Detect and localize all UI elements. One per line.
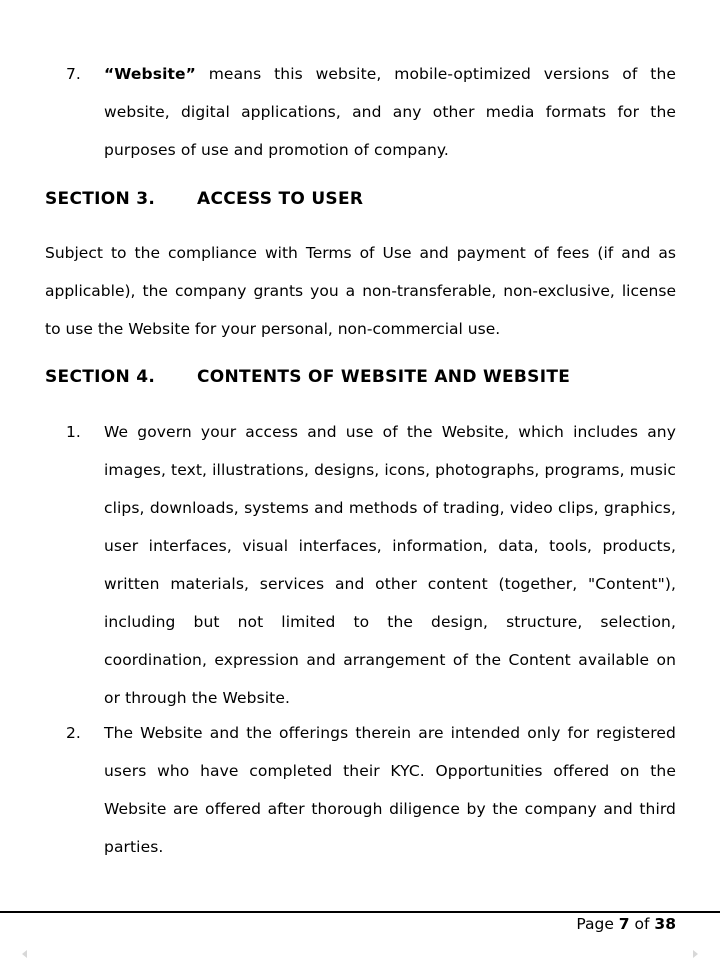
section-3-body: Subject to the compliance with Terms of Use and payment of fees (if and as applicable), the company grants you a non-transferable, non-exclusive, license to use the Website for your personal, non-commercial use. [45, 244, 676, 338]
total-pages: 38 [654, 915, 676, 933]
section-3-heading [45, 189, 363, 209]
defined-term: “Website” [104, 65, 196, 83]
list-number: 1. [66, 423, 81, 441]
list-item: We govern your access and use of the Website, which includes any images, text, illustrations, designs, icons, photographs, programs, music clips, downloads, systems and methods of trading, video clips, graphics, user interfaces, visual interfaces, information, data, tools, products, written materials, services and other content (together, "Content"), including but not limited to the design, structure, selection, coordination, expression and arrangement of the Content available on or through the Website. [104, 423, 676, 707]
list-item: The Website and the offerings therein are intended only for registered users who have completed their KYC. Opportunities offered on the Website are offered after thorough diligence by the company and third parties. [104, 724, 676, 856]
list-number: 2. [66, 724, 81, 742]
section-4-heading [45, 367, 570, 387]
current-page: 7 [618, 915, 630, 933]
scroll-left-icon [22, 950, 27, 958]
section-number: SECTION 3. [45, 189, 156, 209]
list-number: 7. [66, 65, 81, 83]
page-number [576, 913, 676, 935]
scroll-right-icon [693, 950, 698, 958]
of-label: of [634, 915, 650, 933]
section-title: ACCESS TO USER [197, 189, 364, 209]
section-title: CONTENTS OF WEBSITE AND WEBSITE [197, 367, 571, 387]
page-label: Page [576, 915, 614, 933]
section-number: SECTION 4. [45, 367, 156, 387]
definition-text: means this website, mobile-optimized versions of the website, digital applications, and any other media formats for the purposes of use and promotion of company. [104, 65, 676, 159]
definition-website [104, 55, 676, 169]
